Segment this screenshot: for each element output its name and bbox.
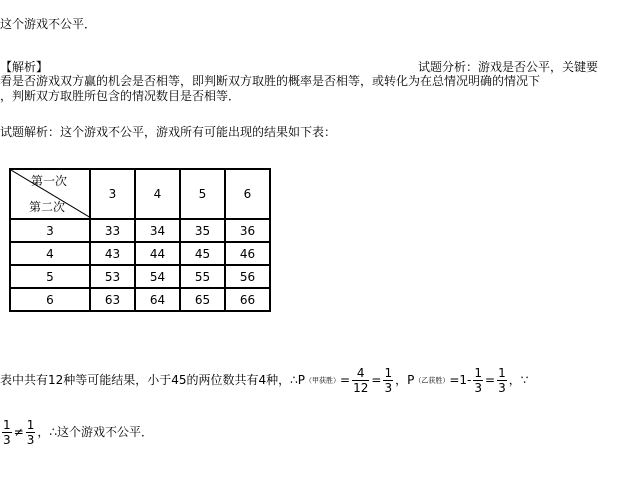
denominator: 3	[384, 381, 393, 395]
denominator: 3	[26, 433, 35, 447]
conclusion-text: 表中共有12种等可能结果，小于45的两位数共有4种，∴P	[0, 373, 306, 387]
table-corner-cell	[10, 169, 90, 219]
separator: ，P	[395, 373, 415, 387]
p-second-label: （乙获胜）	[414, 376, 450, 385]
corner-label-first: 第一次	[31, 174, 68, 188]
table-cell: 56	[225, 265, 270, 288]
col-header: 3	[90, 169, 135, 219]
row-header: 3	[10, 219, 90, 242]
fraction-4-12	[352, 366, 369, 395]
fraction-1-3	[2, 418, 12, 447]
row-header: 6	[10, 288, 90, 311]
denominator: 3	[498, 381, 506, 395]
fraction-1-3	[497, 366, 507, 395]
conclusion-line-2	[0, 418, 153, 447]
numerator: 1	[26, 418, 35, 432]
equals: =	[340, 373, 351, 387]
table-row	[10, 288, 270, 311]
equals: =	[485, 373, 496, 387]
numerator: 1	[3, 418, 11, 432]
table-cell: 36	[225, 219, 270, 242]
table-cell: 55	[180, 265, 225, 288]
numerator: 1	[498, 366, 506, 380]
answer-line: 这个游戏不公平．	[0, 17, 97, 31]
col-header: 5	[180, 169, 225, 219]
col-header: 6	[225, 169, 270, 219]
numerator: 1	[384, 366, 393, 380]
not-equal-sign: ≠	[13, 425, 24, 439]
table-cell: 65	[180, 288, 225, 311]
denominator: 3	[474, 381, 483, 395]
conclusion-line-1	[0, 366, 528, 395]
table-cell: 63	[90, 288, 135, 311]
table-row	[10, 242, 270, 265]
table-cell: 44	[135, 242, 180, 265]
table-cell: 54	[135, 265, 180, 288]
table-row	[10, 219, 270, 242]
p-first-label: （甲获胜）	[305, 376, 341, 385]
analysis-intro: 试题分析：游戏是否公平，关键要	[418, 60, 599, 74]
solution-intro: 试题解析：这个游戏不公平，游戏所有可能出现的结果如下表：	[0, 125, 337, 139]
results-table	[9, 168, 271, 312]
table-cell: 34	[135, 219, 180, 242]
table-cell: 35	[180, 219, 225, 242]
table-row	[10, 265, 270, 288]
because-symbol: ，∵	[508, 373, 529, 387]
equals-one-minus: =1-	[449, 373, 472, 387]
analysis-line-3: ，判断双方取胜所包含的情况数目是否相等．	[0, 89, 241, 103]
fraction-1-3	[383, 366, 393, 395]
table-header-row	[10, 169, 270, 219]
fraction-1-3	[473, 366, 483, 395]
table-cell: 64	[135, 288, 180, 311]
corner-label-second: 第二次	[29, 200, 66, 214]
row-header: 4	[10, 242, 90, 265]
table-cell: 45	[180, 242, 225, 265]
equals: =	[371, 373, 382, 387]
table-cell: 43	[90, 242, 135, 265]
table-cell: 33	[90, 219, 135, 242]
row-header: 5	[10, 265, 90, 288]
denominator: 3	[3, 433, 11, 447]
fraction-1-3	[26, 418, 36, 447]
col-header: 4	[135, 169, 180, 219]
table-cell: 53	[90, 265, 135, 288]
analysis-line-2: 看是否游戏双方赢的机会是否相等，即判断双方取胜的概率是否相等，或转化为在总情况明确的情况下	[0, 74, 541, 88]
table-cell: 46	[225, 242, 270, 265]
numerator: 4	[356, 366, 365, 380]
table-cell: 66	[225, 288, 270, 311]
therefore-text: ，∴这个游戏不公平．	[37, 425, 153, 439]
numerator: 1	[474, 366, 483, 380]
denominator: 12	[353, 381, 369, 395]
analysis-tag: 【解析】	[0, 60, 49, 74]
